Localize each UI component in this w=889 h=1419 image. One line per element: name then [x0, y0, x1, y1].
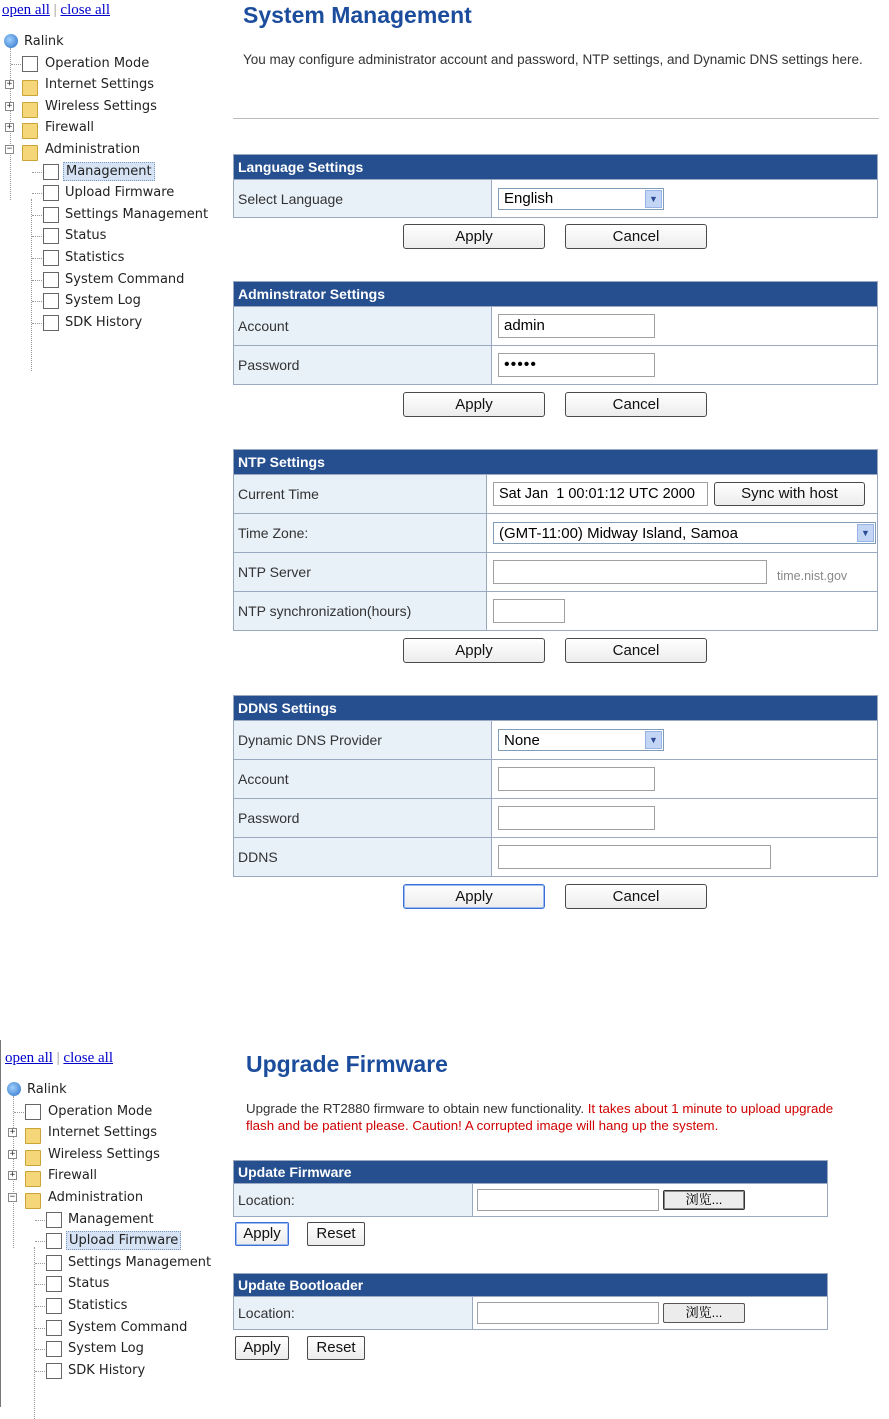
tree-item-operation-mode[interactable]: [0, 53, 150, 75]
folder-icon: [25, 1150, 41, 1166]
tree-item-label: Operation Mode: [48, 1103, 153, 1119]
language-cancel-button[interactable]: Cancel: [565, 224, 707, 249]
tree-item-label: Statistics: [65, 249, 125, 265]
account-label: Account: [234, 307, 492, 345]
language-settings-section: [233, 154, 878, 218]
open-all-link[interactable]: open all: [2, 2, 50, 18]
tree-item-label: Settings Management: [68, 1254, 212, 1270]
ntp-sync-hours-input[interactable]: [493, 599, 565, 623]
bootloader-location-input[interactable]: [477, 1302, 659, 1324]
tree-item-label: SDK History: [65, 314, 143, 330]
tree-item-upload-firmware[interactable]: [3, 1230, 179, 1252]
network-globe-icon: [7, 1082, 21, 1096]
collapse-icon[interactable]: −: [9, 1191, 16, 1202]
tree-item-upload-firmware[interactable]: [0, 182, 175, 204]
ddns-provider-value: None: [504, 731, 540, 749]
tree-root-label: Ralink: [24, 34, 64, 49]
tree-item-wireless-settings[interactable]: [0, 96, 157, 118]
divider: [233, 118, 879, 119]
ddns-apply-button[interactable]: Apply: [403, 884, 545, 909]
sync-with-host-button[interactable]: Sync with host: [714, 482, 865, 506]
administrator-settings-section: [233, 281, 878, 385]
ddns-provider-label: Dynamic DNS Provider: [234, 721, 492, 759]
chevron-down-icon[interactable]: ▼: [645, 731, 662, 749]
time-zone-label: Time Zone:: [234, 514, 487, 552]
frame-border: [0, 1040, 1, 1407]
tree-item-label: Upload Firmware: [65, 185, 175, 201]
tree-item-firewall[interactable]: [0, 117, 110, 139]
ddns-account-label: Account: [234, 760, 492, 798]
expand-icon[interactable]: +: [9, 1127, 16, 1138]
bootloader-reset-button[interactable]: Reset: [307, 1336, 365, 1360]
update-bootloader-section: [233, 1273, 828, 1330]
open-all-link[interactable]: open all: [5, 1050, 53, 1066]
tree-item-management[interactable]: [3, 1209, 154, 1231]
ddns-label: DDNS: [234, 838, 492, 876]
tree-root[interactable]: [3, 1079, 113, 1101]
collapse-icon[interactable]: −: [6, 143, 13, 154]
time-zone-value: (GMT-11:00) Midway Island, Samoa: [499, 524, 738, 542]
page-icon: [46, 1212, 62, 1228]
page-description: You may configure administrator account and password, NTP settings, and Dynamic DNS settings here.: [243, 52, 863, 67]
folder-icon: [22, 80, 38, 96]
page-icon: [43, 315, 59, 331]
ddns-cancel-button[interactable]: Cancel: [565, 884, 707, 909]
tree-item-label: System Log: [65, 293, 141, 309]
tree-item-label: Settings Management: [65, 206, 209, 222]
page-icon: [46, 1320, 62, 1336]
tree-item-operation-mode[interactable]: [3, 1101, 153, 1123]
ntp-server-input[interactable]: [493, 560, 767, 584]
tree-item-label-selected: Upload Firmware: [66, 1231, 181, 1250]
firmware-location-label: Location:: [234, 1184, 473, 1216]
bootloader-apply-button[interactable]: Apply: [235, 1336, 289, 1360]
expand-icon[interactable]: +: [9, 1170, 16, 1181]
tree-item-label: SDK History: [68, 1362, 146, 1378]
tree-item-system-log[interactable]: [0, 290, 141, 312]
current-time-field: Sat Jan 1 00:01:12 UTC 2000: [493, 482, 708, 506]
page-icon: [25, 1104, 41, 1120]
page-icon: [46, 1341, 62, 1357]
ntp-server-label: NTP Server: [234, 553, 487, 591]
ntp-sync-hours-label: NTP synchronization(hours): [234, 592, 487, 630]
section-header: Update Bootloader: [234, 1274, 827, 1296]
folder-icon: [22, 123, 38, 139]
page-icon: [46, 1276, 62, 1292]
ntp-server-hint: time.nist.gov: [777, 569, 848, 583]
folder-icon: [25, 1128, 41, 1144]
tree-item-label: Internet Settings: [45, 77, 155, 93]
tree-item-label: Administration: [48, 1189, 144, 1205]
tree-item-sdk-history[interactable]: [0, 312, 143, 334]
description-text: Upgrade the RT2880 firmware to obtain new functionality.: [246, 1101, 585, 1116]
tree-item-management[interactable]: [0, 161, 152, 183]
tree-item-firewall[interactable]: [3, 1165, 113, 1187]
page-description: [246, 1100, 846, 1134]
section-header: DDNS Settings: [234, 696, 877, 720]
tree-item-label: System Command: [68, 1319, 188, 1335]
page-title: Upgrade Firmware: [246, 1051, 448, 1077]
tree-item-label: Operation Mode: [45, 55, 150, 71]
page-icon: [43, 207, 59, 223]
tree-item-system-log[interactable]: [3, 1338, 144, 1360]
page-icon: [22, 56, 38, 72]
warning-text: It takes about 1 minute to upload upgrade flash and be patient please. Caution! A corrupted image will hang up the system.: [246, 1101, 834, 1133]
tree-item-system-command[interactable]: [3, 1317, 188, 1339]
section-header: Language Settings: [234, 155, 877, 179]
tree-item-status[interactable]: [3, 1273, 113, 1295]
ntp-settings-section: [233, 449, 878, 631]
tree-item-label: Status: [65, 228, 107, 244]
ntp-apply-button[interactable]: Apply: [403, 638, 545, 663]
tree-item-label: Status: [68, 1276, 110, 1292]
network-globe-icon: [4, 34, 18, 48]
password-label: Password: [234, 346, 492, 384]
tree-item-system-command[interactable]: [0, 269, 185, 291]
account-input[interactable]: admin: [498, 314, 655, 338]
tree-item-label-selected: Management: [63, 162, 155, 181]
tree-item-label: System Log: [68, 1341, 144, 1357]
page-icon: [46, 1233, 62, 1249]
tree-item-label: Internet Settings: [48, 1125, 158, 1141]
tree-item-internet-settings[interactable]: [0, 74, 155, 96]
tree-item-settings-management[interactable]: [0, 204, 209, 226]
time-zone-select[interactable]: [493, 522, 876, 544]
link-separator: |: [53, 2, 57, 18]
current-time-label: Current Time: [234, 475, 487, 513]
tree-item-settings-management[interactable]: [3, 1252, 212, 1274]
main-content: [243, 2, 863, 68]
tree-item-statistics[interactable]: [3, 1295, 128, 1317]
firmware-location-input[interactable]: [477, 1189, 659, 1211]
tree-item-label: Wireless Settings: [45, 98, 157, 114]
tree-links: [2, 2, 110, 19]
tree-item-label: Firewall: [48, 1168, 98, 1184]
admin-cancel-button[interactable]: Cancel: [565, 392, 707, 417]
tree-item-status[interactable]: [0, 225, 110, 247]
select-language-label: Select Language: [234, 180, 492, 217]
page-icon: [46, 1255, 62, 1271]
ddns-input[interactable]: [498, 845, 771, 869]
page-icon: [46, 1298, 62, 1314]
upgrade-firmware-screen: [0, 1040, 889, 1407]
tree-item-statistics[interactable]: [0, 247, 125, 269]
ddns-password-label: Password: [234, 799, 492, 837]
nav-tree: [0, 2, 209, 333]
expand-icon[interactable]: +: [6, 100, 13, 111]
folder-icon: [22, 102, 38, 118]
tree-root[interactable]: [0, 31, 110, 53]
tree-links: [5, 1050, 113, 1067]
ddns-password-input[interactable]: [498, 806, 655, 830]
firmware-apply-button[interactable]: Apply: [235, 1222, 289, 1246]
ddns-provider-select[interactable]: [498, 729, 664, 751]
admin-apply-button[interactable]: Apply: [403, 392, 545, 417]
section-header: Adminstrator Settings: [234, 282, 877, 306]
nav-tree: [3, 1050, 212, 1381]
update-firmware-section: [233, 1160, 828, 1217]
language-select[interactable]: [498, 188, 664, 210]
chevron-down-icon[interactable]: ▼: [857, 524, 874, 542]
bootloader-location-label: Location:: [234, 1297, 473, 1329]
close-all-link[interactable]: close all: [60, 2, 110, 18]
section-header: NTP Settings: [234, 450, 877, 474]
page-title: System Management: [243, 2, 472, 28]
page-icon: [43, 293, 59, 309]
close-all-link[interactable]: close all: [63, 1050, 113, 1066]
page-icon: [43, 164, 59, 180]
language-apply-button[interactable]: Apply: [403, 224, 545, 249]
folder-icon: [25, 1171, 41, 1187]
page-icon: [43, 272, 59, 288]
chevron-down-icon[interactable]: ▼: [645, 190, 662, 208]
tree-item-label: System Command: [65, 271, 185, 287]
tree-root-label: Ralink: [27, 1082, 67, 1097]
bootloader-browse-button[interactable]: 浏览...: [663, 1303, 745, 1323]
expand-icon[interactable]: +: [9, 1148, 16, 1159]
ddns-account-input[interactable]: [498, 767, 655, 791]
tree-item-label: Firewall: [45, 120, 95, 136]
firmware-browse-button[interactable]: 浏览...: [663, 1190, 745, 1210]
page-icon: [46, 1363, 62, 1379]
link-separator: |: [56, 1050, 60, 1066]
language-select-value: English: [504, 190, 554, 207]
open-folder-icon: [25, 1193, 41, 1209]
password-input[interactable]: •••••: [498, 353, 655, 377]
firmware-reset-button[interactable]: Reset: [307, 1222, 365, 1246]
tree-item-administration[interactable]: [3, 1187, 144, 1209]
ntp-cancel-button[interactable]: Cancel: [565, 638, 707, 663]
page-icon: [43, 185, 59, 201]
tree-item-administration[interactable]: [0, 139, 141, 161]
page-icon: [43, 228, 59, 244]
page-icon: [43, 250, 59, 266]
tree-item-internet-settings[interactable]: [3, 1122, 158, 1144]
tree-item-label: Management: [68, 1211, 154, 1227]
tree-item-label: Wireless Settings: [48, 1146, 160, 1162]
expand-icon[interactable]: +: [6, 79, 13, 90]
section-header: Update Firmware: [234, 1161, 827, 1183]
expand-icon[interactable]: +: [6, 122, 13, 133]
main-content: [246, 1051, 846, 1134]
ddns-settings-section: [233, 695, 878, 877]
tree-item-label: Statistics: [68, 1297, 128, 1313]
tree-item-label: Administration: [45, 141, 141, 157]
tree-item-sdk-history[interactable]: [3, 1360, 146, 1382]
open-folder-icon: [22, 145, 38, 161]
tree-item-wireless-settings[interactable]: [3, 1144, 160, 1166]
